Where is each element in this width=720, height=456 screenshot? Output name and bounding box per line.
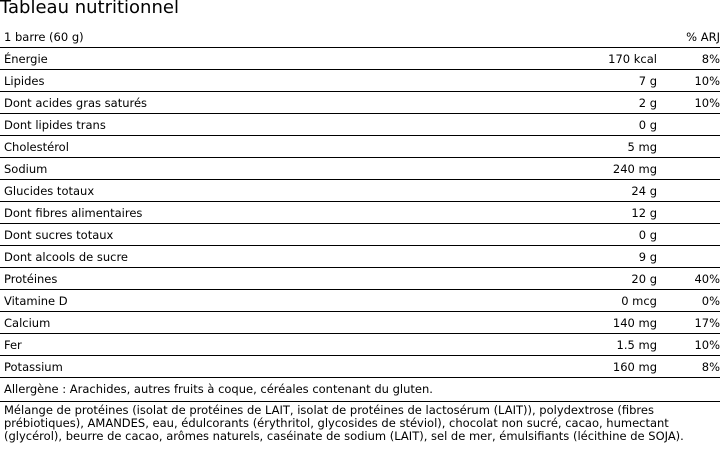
table-row xyxy=(0,224,720,246)
nutrient-rows xyxy=(0,48,720,378)
nutrient-name: Potassium xyxy=(4,360,63,374)
nutrient-amount: 1.5 mg xyxy=(616,338,657,352)
table-row xyxy=(0,114,720,136)
table-row xyxy=(0,92,720,114)
nutrient-amount: 140 mg xyxy=(612,316,657,330)
table-row xyxy=(0,246,720,268)
nutrient-name: Cholestérol xyxy=(4,140,69,154)
nutrient-name: Dont acides gras saturés xyxy=(4,96,148,110)
pct-column-header: % ARJ xyxy=(686,30,720,44)
table-row xyxy=(0,312,720,334)
nutrition-table xyxy=(0,26,720,378)
nutrient-amount: 24 g xyxy=(631,184,657,198)
nutrient-amount: 9 g xyxy=(638,250,657,264)
nutrient-name: Dont sucres totaux xyxy=(4,228,114,242)
nutrient-daily-value: 10% xyxy=(694,74,720,88)
nutrient-amount: 12 g xyxy=(631,206,657,220)
allergen-statement: Allergène : Arachides, autres fruits à coque, céréales contenant du gluten. xyxy=(0,378,720,402)
nutrient-name: Dont fibres alimentaires xyxy=(4,206,143,220)
table-header-row xyxy=(0,26,720,48)
table-row xyxy=(0,180,720,202)
table-row xyxy=(0,268,720,290)
nutrient-name: Lipides xyxy=(4,74,45,88)
nutrient-amount: 240 mg xyxy=(612,162,657,176)
table-row xyxy=(0,48,720,70)
nutrient-amount: 5 mg xyxy=(627,140,657,154)
nutrient-name: Vitamine D xyxy=(4,294,68,308)
nutrient-amount: 0 g xyxy=(638,118,657,132)
table-row xyxy=(0,356,720,378)
table-row xyxy=(0,202,720,224)
nutrient-name: Sodium xyxy=(4,162,48,176)
nutrient-name: Dont lipides trans xyxy=(4,118,106,132)
nutrient-amount: 160 mg xyxy=(612,360,657,374)
table-row xyxy=(0,158,720,180)
nutrient-daily-value: 0% xyxy=(701,294,720,308)
nutrient-amount: 170 kcal xyxy=(608,52,657,66)
table-row xyxy=(0,334,720,356)
table-row xyxy=(0,290,720,312)
nutrient-amount: 2 g xyxy=(638,96,657,110)
nutrient-amount: 20 g xyxy=(631,272,657,286)
nutrient-name: Glucides totaux xyxy=(4,184,95,198)
nutrient-amount: 7 g xyxy=(638,74,657,88)
nutrient-daily-value: 10% xyxy=(694,96,720,110)
nutrient-name: Calcium xyxy=(4,316,51,330)
ingredients-list: Mélange de protéines (isolat de protéines de LAIT, isolat de protéines de lactosérum (LAIT)), polydextrose (fibres prébiotiques), AMANDES, eau, édulcorants (érythritol, glycosides de stéviol), chocolat non sucré, cacao, humectant (glycérol), beurre de cacao, arômes naturels, caséinate de sodium (LAIT), sel de mer, émulsifiants (lécithine de SOJA). xyxy=(4,403,684,443)
nutrient-daily-value: 40% xyxy=(694,272,720,286)
nutrient-daily-value: 17% xyxy=(694,316,720,330)
table-row xyxy=(0,136,720,158)
nutrient-amount: 0 g xyxy=(638,228,657,242)
nutrient-daily-value: 8% xyxy=(701,360,720,374)
page-title: Tableau nutritionnel xyxy=(0,0,179,18)
serving-size: 1 barre (60 g) xyxy=(4,30,84,44)
nutrient-name: Protéines xyxy=(4,272,58,286)
nutrient-daily-value: 8% xyxy=(701,52,720,66)
nutrient-name: Dont alcools de sucre xyxy=(4,250,129,264)
nutrient-amount: 0 mcg xyxy=(621,294,657,308)
nutrient-name: Énergie xyxy=(4,52,48,66)
nutrient-daily-value: 10% xyxy=(694,338,720,352)
table-row xyxy=(0,70,720,92)
nutrient-name: Fer xyxy=(4,338,22,352)
